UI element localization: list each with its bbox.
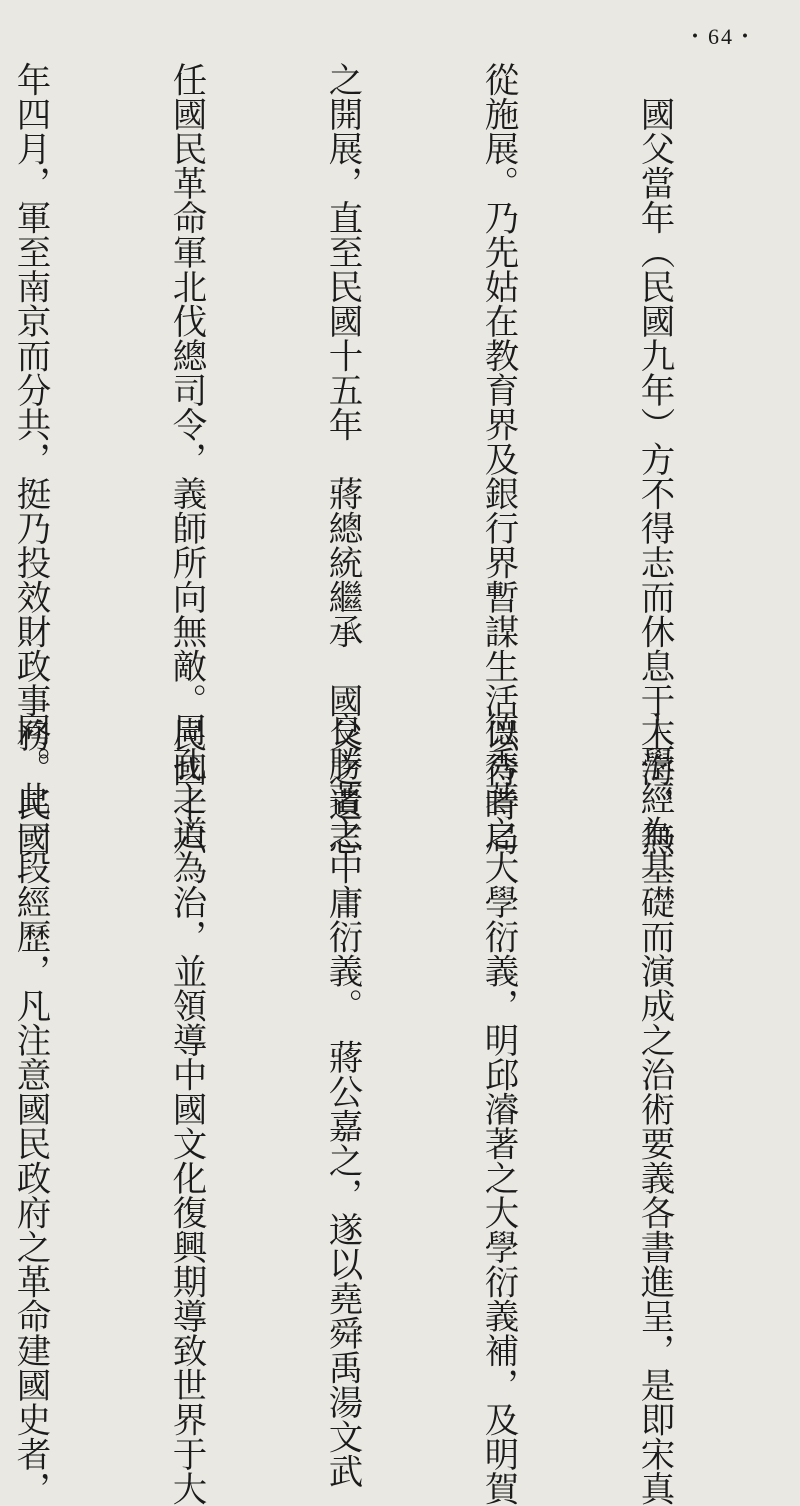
text-column: 之開展，直至民國十五年 蔣總統繼承 國父之遺志 [322, 62, 362, 856]
page-number: ・64・ [683, 24, 758, 49]
text-column: 年四月，軍至南京而分共，挺乃投效財政事務。民國 [10, 62, 50, 856]
lower-text-block [0, 712, 784, 1506]
text-column: 國父當年（民國九年）方不得志而休息于上海，無 [634, 62, 674, 856]
upper-text-block [0, 62, 784, 856]
text-column: 大學經為基礎而演成之治術要義各書進呈，是即宋真 [634, 712, 674, 1506]
text-column: 良勝著之中庸衍義。 蔣公嘉之，遂以堯舜禹湯文武 [322, 712, 362, 1489]
text-column: 從施展。乃先姑在教育界及銀行界暫謀生活以待時局 [478, 62, 518, 856]
text-column: 同。此一段經歷，凡注意國民政府之革命建國史者， [10, 712, 50, 1506]
text-column: 周孔之道為治，並領導中國文化復興期導致世界于大 [166, 712, 206, 1506]
text-column: 德秀著之大學衍義，明邱濬著之大學衍義補，及明賀 [478, 712, 518, 1506]
text-column: 任國民革命軍北伐總司令，義師所向無敵。民國十六 [166, 62, 206, 856]
